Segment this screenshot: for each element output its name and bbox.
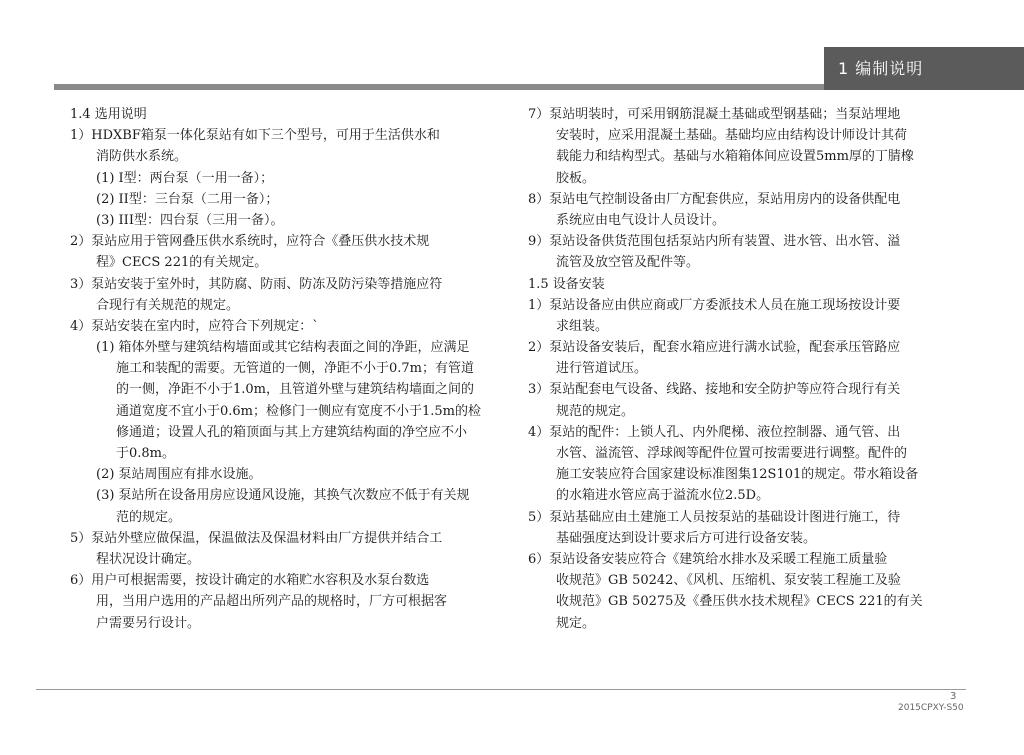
text-line: 3）泵站配套电气设备、线路、接地和安全防护等应符合现行有关 <box>528 382 901 398</box>
text-line: 施工安装应符合国家建设标准图集12S101的规定。带水箱设备 <box>556 467 919 483</box>
text-line: 7）泵站明装时，可采用钢筋混凝土基础或型钢基础；当泵站埋地 <box>528 107 901 122</box>
text-line: 户需要另行设计。 <box>96 615 201 631</box>
text-line: 求组装。 <box>556 318 609 334</box>
text-line: 的一侧，净距不小于1.0m，且管道外壁与建筑结构墙面之间的 <box>116 382 475 398</box>
text-line: 收规范》GB 50275及《叠压供水技术规程》CECS 221的有关 <box>556 594 923 610</box>
text-line: 系统应由电气设计人员设计。 <box>556 212 726 228</box>
text-line: 3）泵站安装于室外时，其防腐、防雨、防冻及防污染等措施应符 <box>70 276 443 292</box>
text-line: 的水箱进水管应高于溢流水位2.5D。 <box>556 488 770 504</box>
text-line: 6）用户可根据需要，按设计确定的水箱贮水容积及水泵台数选 <box>70 573 430 589</box>
text-line: 1）HDXBF箱泵一体化泵站有如下三个型号，可用于生活供水和 <box>70 128 440 144</box>
text-line: 于0.8m。 <box>116 446 176 461</box>
text-line: (3) 泵站所在设备用房应设通风设施，其换气次数应不低于有关规 <box>96 488 470 504</box>
text-line: (1) 箱体外壁与建筑结构墙面或其它结构表面之间的净距，应满足 <box>96 340 470 356</box>
text-line: (3) III型：四台泵（三用一备）。 <box>96 212 284 228</box>
page-number: 3 <box>950 691 957 702</box>
text-line: 修通道；设置人孔的箱顶面与其上方建筑结构面的净空应不小 <box>116 424 468 440</box>
text-line: 收规范》GB 50242、《风机、压缩机、泵安装工程施工及验 <box>556 573 901 589</box>
text-line: (1) I型：两台泵（一用一备）； <box>96 170 274 186</box>
text-line: 2）泵站设备安装后，配套水箱应进行满水试验，配套承压管路应 <box>528 340 901 356</box>
text-line: 规范的规定。 <box>556 403 635 419</box>
header-rule <box>54 84 824 90</box>
section-title-badge: 1 编制说明 <box>824 47 1024 90</box>
text-line: 4）泵站安装在室内时，应符合下列规定：` <box>70 318 319 334</box>
text-line: 1）泵站设备应由供应商或厂方委派技术人员在施工现场按设计要 <box>528 297 901 313</box>
text-line: 6）泵站设备安装应符合《建筑给水排水及采暖工程施工质量验 <box>528 551 888 567</box>
text-line: 4）泵站的配件：上锁人孔、内外爬梯、液位控制器、通气管、出 <box>528 424 901 440</box>
text-line: 9）泵站设备供货范围包括泵站内所有装置、进水管、出水管、溢 <box>528 234 901 250</box>
text-line: 合现行有关规范的规定。 <box>96 297 240 313</box>
text-line: 5）泵站外壁应做保温，保温做法及保温材料由厂方提供并结合工 <box>70 530 443 546</box>
text-line: 范的规定。 <box>116 509 182 525</box>
text-line: 用，当用户选用的产品超出所列产品的规格时，厂方可根据客 <box>96 594 448 610</box>
left-text-column <box>70 104 498 634</box>
drawing-code: 2015CPXY-S50 <box>898 703 964 713</box>
text-line: (2) II型：三台泵（二用一备）； <box>96 191 279 207</box>
text-line: 规定。 <box>556 615 596 631</box>
text-line: 施工和装配的需要。无管道的一侧，净距不小于0.7m；有管道 <box>116 361 475 377</box>
text-line: 1.4 选用说明 <box>70 107 147 122</box>
text-line: 安装时，应采用混凝土基础。基础均应由结构设计师设计其荷 <box>556 128 908 144</box>
text-line: 进行管道试压。 <box>556 361 648 377</box>
text-line: 胶板。 <box>556 170 596 186</box>
text-line: (2) 泵站周围应有排水设施。 <box>96 467 262 483</box>
text-line: 程》CECS 221的有关规定。 <box>96 255 268 271</box>
text-line: 2）泵站应用于管网叠压供水系统时，应符合《叠压供水技术规 <box>70 234 430 250</box>
text-line: 1.5 设备安装 <box>528 276 605 292</box>
text-line: 8）泵站电气控制设备由厂方配套供应，泵站用房内的设备供配电 <box>528 191 901 207</box>
text-line: 程状况设计确定。 <box>96 551 201 567</box>
text-line: 消防供水系统。 <box>96 149 188 165</box>
text-line: 流管及放空管及配件等。 <box>556 255 700 271</box>
text-line: 通道宽度不宜小于0.6m；检修门一侧应有宽度不小于1.5m的检 <box>116 403 482 419</box>
text-line: 基础强度达到设计要求后方可进行设备安装。 <box>556 530 817 546</box>
text-line: 水管、溢流管、浮球阀等配件位置可按需要进行调整。配件的 <box>556 446 908 461</box>
footer-rule <box>36 689 966 690</box>
right-text-column <box>528 104 956 634</box>
text-line: 载能力和结构型式。基础与水箱箱体间应设置5mm厚的丁腈橡 <box>556 149 914 165</box>
text-line: 5）泵站基础应由土建施工人员按泵站的基础设计图进行施工，待 <box>528 509 901 525</box>
